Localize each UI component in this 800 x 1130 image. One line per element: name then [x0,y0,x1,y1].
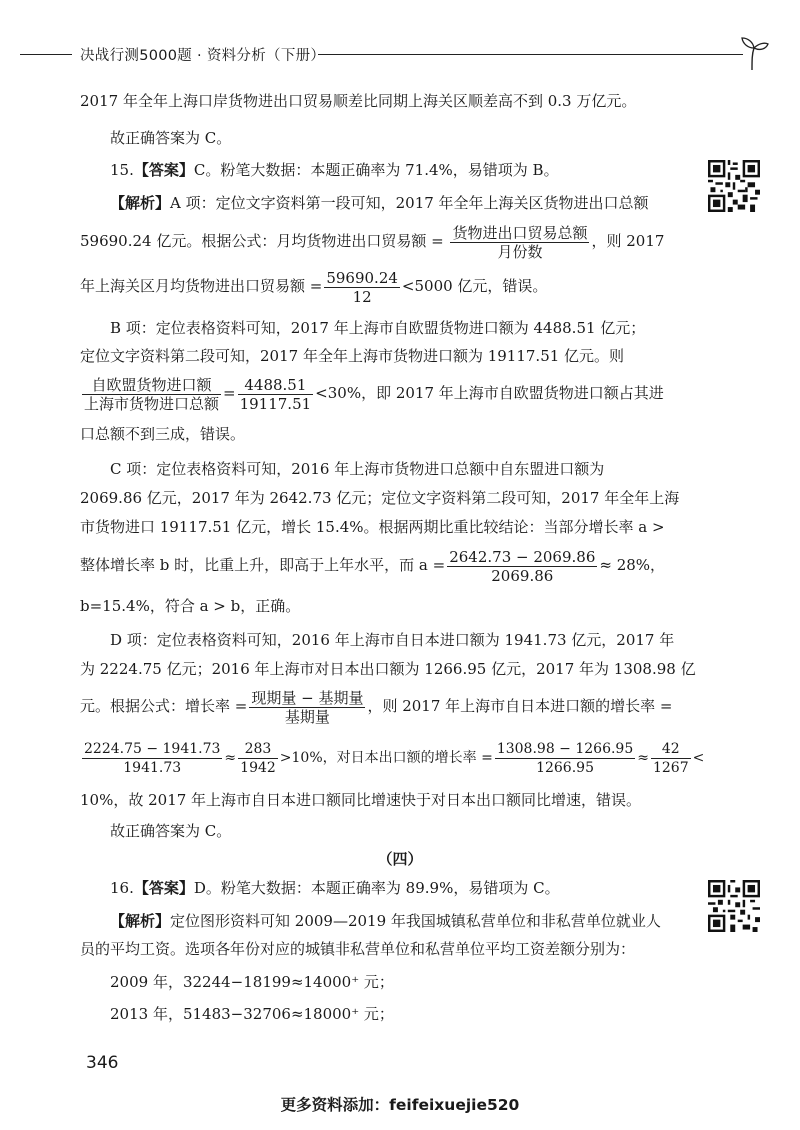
text-segment: 年上海关区月均货物进出口贸易额 = [80,277,323,295]
fraction [249,689,365,726]
fraction [324,269,400,306]
text-line: C 项：定位表格资料可知，2016 年上海市货物进口总额中自东盟进口额为 [110,460,605,478]
text-line: 2013 年，51483−32706≈18000⁺ 元； [110,1005,394,1023]
analysis-intro [110,907,710,935]
text-line: 口总额不到三成，错误。 [80,425,246,443]
header-rule-left [20,54,72,55]
analysis-label: 【解析】 [110,912,171,930]
page-number: 346 [86,1053,119,1073]
running-header [0,36,800,76]
text-segment: 整体增长率 b 时，比重上升，即高于上年水平，而 a = [80,556,446,574]
text-segment: ，则 2017 年上海市自日本进口额的增长率 = [367,697,673,715]
text-segment: ≈ 28%， [599,556,666,574]
text-line: 员的平均工资。选项各年份对应的城镇非私营单位和私营单位平均工资差额分别为： [80,940,636,958]
fraction [495,740,635,777]
fraction-denominator: 2069.86 [491,566,554,585]
qr-code-icon [708,880,760,932]
fraction-numerator: 283 [238,740,278,759]
answer-text: D。粉笔大数据：本题正确率为 89.9%，易错项为 C。 [193,879,560,897]
fraction-denominator: 1942 [240,759,276,776]
fraction [82,740,222,777]
fraction-numerator: 42 [651,740,691,759]
answer-label: 【答案】 [133,879,194,897]
formula-line [80,373,680,413]
qr-code-icon [708,160,760,212]
fraction-denominator: 1266.95 [536,759,594,776]
text-segment: ≈ [224,750,237,766]
fraction-denominator: 12 [352,287,372,306]
question-15-answer [110,156,710,184]
question-number: 15. [110,161,134,179]
header-title: 决战行测5000题 · 资料分析（下册） [80,48,326,64]
fraction [651,740,691,777]
text-segment: ，则 2017 [591,232,665,250]
answer-label: 【答案】 [133,161,194,179]
fraction [238,376,314,413]
text-segment: <5000 亿元，错误。 [401,277,548,295]
fraction-denominator: 1941.73 [123,759,182,776]
text-segment: >10%，对日本出口额的增长率 = [279,750,493,766]
fraction [450,224,589,261]
formula-line [80,738,705,778]
question-16-answer [110,874,710,902]
fraction-denominator: 19117.51 [239,394,312,413]
header-rule-right [318,54,743,55]
fraction-numerator: 2642.73 − 2069.86 [449,547,596,566]
fraction [447,548,597,585]
fraction-numerator: 自欧盟货物进口额 [82,376,221,395]
text-segment: <30%，即 2017 年上海市自欧盟货物进口额占其进 [315,384,664,402]
text-line: 2069.86 亿元，2017 年为 2642.73 亿元；定位文字资料第二段可知，2017 年全年上海 [80,489,680,507]
fraction-numerator: 59690.24 [326,268,398,287]
analysis-text: 定位图形资料可知 2009—2019 年我国城镇私营单位和非私营单位就业人 [170,912,661,930]
fraction-numerator: 2224.75 − 1941.73 [84,740,221,757]
analysis-text: A 项：定位文字资料第一段可知，2017 年全年上海关区货物进出口总额 [170,194,649,212]
text-line: 为 2224.75 亿元；2016 年上海市对日本出口额为 1266.95 亿元，2017 年为 1308.98 亿 [80,660,696,678]
text-segment: < [692,750,705,766]
answer-conclusion: 故正确答案为 C。 [110,129,232,147]
fraction-numerator: 货物进出口贸易总额 [452,223,588,242]
fraction-denominator: 月份数 [497,242,543,261]
formula-line [80,686,680,726]
text-segment: = [223,384,236,402]
text-line: 定位文字资料第二段可知，2017 年全年上海市货物进口额为 19117.51 亿元。则 [80,347,625,365]
text-segment: 元。根据公式：增长率 = [80,697,248,715]
text-line: 市货物进口 19117.51 亿元，增长 15.4%。根据两期比重比较结论：当部分增长率 a > [80,518,665,536]
fraction-denominator: 1267 [652,759,689,776]
formula-line [80,266,680,306]
fraction [238,740,278,777]
fraction-denominator: 基期量 [284,707,330,726]
formula-line [80,545,680,585]
fraction [82,376,221,413]
text-line: 10%，故 2017 年上海市自日本进口额同比增速快于对日本出口额同比增速，错误。 [80,791,642,809]
analysis-label: 【解析】 [110,194,171,212]
question-number: 16. [110,879,134,897]
fraction-numerator: 4488.51 [238,376,314,395]
analysis-intro [110,189,710,217]
footer-note: 更多资料添加：feifeixuejie520 [280,1096,520,1114]
fraction-numerator: 1308.98 − 1266.95 [496,740,634,757]
text-segment: 59690.24 亿元。根据公式：月均货物进出口贸易额 = [80,232,444,250]
sprout-icon [740,36,770,72]
text-line: b=15.4%，符合 a > b，正确。 [80,597,301,615]
answer-conclusion: 故正确答案为 C。 [110,822,232,840]
text-segment: ≈ [637,750,649,766]
text-line: 2009 年，32244−18199≈14000⁺ 元； [110,973,394,991]
text-line: B 项：定位表格资料可知，2017 年上海市自欧盟货物进口额为 4488.51 亿元； [110,319,646,337]
text-line: 2017 年全年上海口岸货物进出口贸易顺差比同期上海关区顺差高不到 0.3 万亿元。 [80,92,637,110]
fraction-denominator: 上海市货物进口总额 [84,394,220,413]
formula-line [80,221,680,261]
answer-text: C。粉笔大数据：本题正确率为 71.4%，易错项为 B。 [193,161,559,179]
fraction-numerator: 现期量 − 基期量 [251,688,364,707]
section-heading: （四） [377,850,423,868]
text-line: D 项：定位表格资料可知，2016 年上海市自日本进口额为 1941.73 亿元，2017 年 [110,631,675,649]
